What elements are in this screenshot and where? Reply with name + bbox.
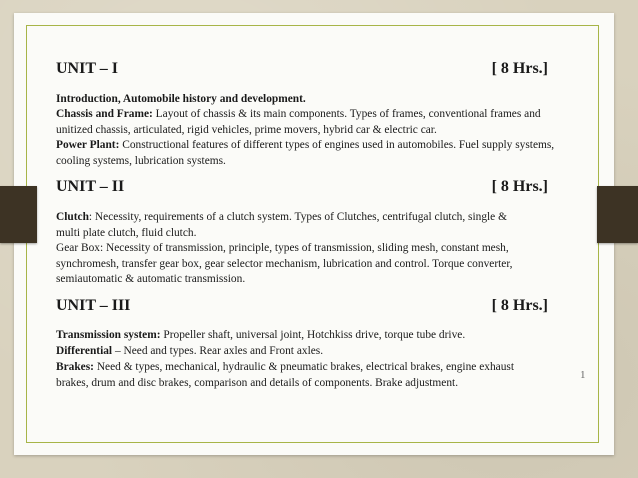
right-tab-decoration: [597, 186, 638, 243]
para-label: Power Plant:: [56, 139, 120, 151]
unit-3-para-1: [56, 328, 571, 344]
para-label: Clutch: [56, 211, 89, 223]
unit-1-para-2: [56, 107, 571, 138]
unit-1-para-1: [56, 92, 571, 108]
unit-3-hours: [ 8 Hrs.]: [491, 297, 548, 314]
left-tab-decoration: [0, 186, 37, 243]
para-text: Propeller shaft, universal joint, Hotchkiss drive, torque tube drive.: [160, 329, 466, 341]
unit-2-para-1: [56, 210, 526, 241]
unit-3-heading: [56, 297, 548, 315]
para-label: Brakes:: [56, 361, 94, 373]
unit-2-title: UNIT – II: [56, 178, 125, 195]
unit-1-hours: [ 8 Hrs.]: [491, 60, 548, 77]
unit-3-title: UNIT – III: [56, 297, 131, 314]
para-text: – Need and types. Rear axles and Front axles.: [112, 345, 324, 357]
para-text: Gear Box: Necessity of transmission, principle, types of transmission, sliding mesh, constant mesh, synchromesh, transfer gear box, gear selector mechanism, lubrication and control. Torque converter, semiautomatic & automatic transmission.: [56, 242, 513, 285]
unit-1-title: UNIT – I: [56, 60, 118, 77]
para-label: Transmission system:: [56, 329, 161, 341]
para-label: Differential: [56, 345, 113, 357]
unit-2-para-2: [56, 241, 556, 288]
para-label: Chassis and Frame:: [56, 108, 153, 120]
unit-3-para-2: [56, 344, 571, 360]
unit-2-hours: [ 8 Hrs.]: [491, 178, 548, 195]
unit-2-heading: [56, 178, 548, 196]
para-text: Constructional features of different types of engines used in automobiles. Fuel supply systems, cooling systems, lubrication systems.: [56, 139, 555, 167]
unit-1-para-3: [56, 138, 571, 169]
para-label: Introduction, Automobile history and development.: [56, 93, 306, 105]
unit-3-para-3: [56, 360, 531, 391]
para-text: : Necessity, requirements of a clutch system. Types of Clutches, centrifugal clutch, single & multi plate clutch, fluid clutch.: [56, 211, 507, 239]
para-text: Need & types, mechanical, hydraulic & pneumatic brakes, electrical brakes, engine exhaust brakes, drum and disc brakes, comparison and details of components. Brake adjustment.: [56, 361, 514, 389]
page-number: 1: [580, 369, 586, 381]
unit-1-heading: [56, 60, 548, 78]
para-text: Layout of chassis & its main components. Types of frames, conventional frames and unitized chassis, articulated, rigid vehicles, prime movers, hybrid car & electric car.: [56, 108, 541, 136]
